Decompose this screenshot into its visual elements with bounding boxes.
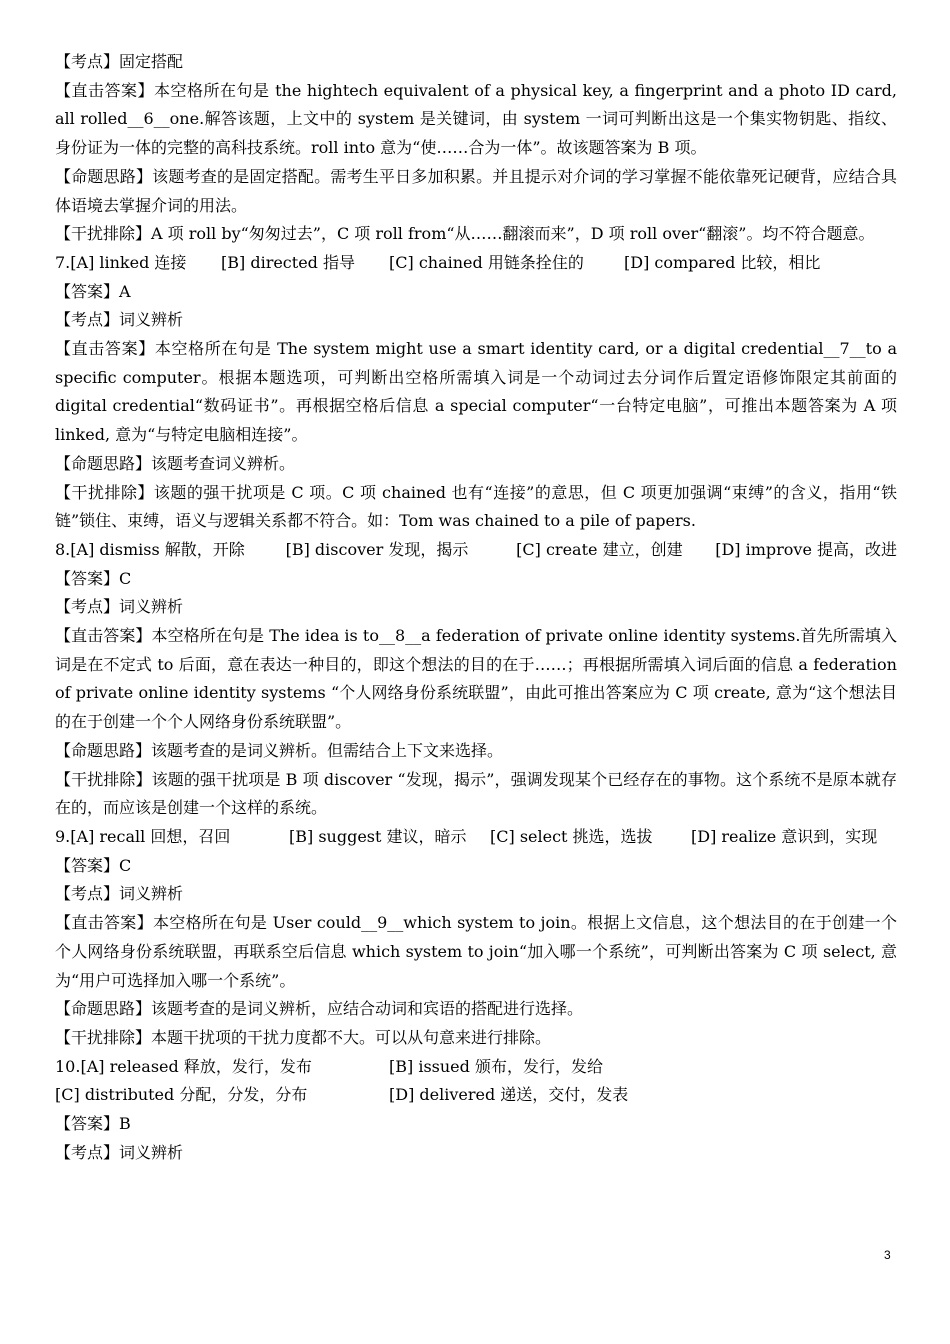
question-design-paragraph: 【命题思路】该题考查的是固定搭配。需考生平日多加积累。并且提示对介词的学习掌握不能依靠死记硬背，应结合具体语境去掌握介词的用法。 [55, 166, 897, 215]
option-c: [C] select 挑选，选拔 [490, 826, 653, 846]
distractor-paragraph: 【干扰排除】该题的强干扰项是 B 项 discover “发现，揭示”，强调发现某个已经存在的事物。这个系统不是原本就存在的，而应该是创建一个这样的系统。 [55, 769, 897, 818]
distractor-paragraph: 【干扰排除】该题的强干扰项是 C 项。C 项 chained 也有“连接”的意思，但 C 项更加强调“束缚”的含义，指用“铁链”锁住、束缚，语义与逻辑关系都不符合。如：Tom was chained to a pile of papers. [55, 482, 897, 531]
answer-label: 【答案】C [55, 855, 132, 875]
option-a: 9.[A] recall 回想，召回 [55, 826, 231, 846]
options-row-q10-second [55, 1081, 897, 1110]
question-design-paragraph: 【命题思路】该题考查词义辨析。 [55, 453, 296, 473]
direct-answer-paragraph: 【直击答案】本空格所在句是 The system might use a smart identity card, or a digital credential__7__to a specific computer。根据本题选项，可判断出空格所需填入词是一个动词过去分词作后置定语修饰限定其前面的 digital credential“数码证书”。再根据空格后信息 a special computer“一台特定电脑”，可推出本题答案为 A 项 linked, 意为“与特定电脑相连接”。 [55, 339, 897, 445]
direct-answer-paragraph: 【直击答案】本空格所在句是 the hightech equivalent of a physical key, a fingerprint and a photo ID card, all rolled__6__one.解答该题，上文中的 system 是关键词，由 system 一词可判断出这是一个集实物钥匙、指纹、身份证为一体的完整的高科技系统。roll into 意为“使……合为一体”。故该题答案为 B 项。 [55, 80, 897, 158]
answer-label: 【答案】A [55, 281, 131, 301]
options-row-q8 [55, 536, 897, 565]
option-b: [B] suggest 建议，暗示 [289, 826, 467, 846]
key-point-label: 【考点】词义辨析 [55, 310, 184, 330]
option-a: 10.[A] released 释放，发行，发布 [55, 1056, 312, 1076]
option-c: [C] chained 用链条拴住的 [389, 252, 584, 272]
option-a: 7.[A] linked 连接 [55, 252, 187, 272]
option-d: [D] improve 提高，改进 [715, 539, 898, 559]
option-d: [D] delivered 递送，交付，发表 [389, 1085, 629, 1105]
key-point-label: 【考点】词义辨析 [55, 597, 184, 617]
option-d: [D] realize 意识到，实现 [691, 826, 878, 846]
question-design-paragraph: 【命题思路】该题考查的是词义辨析，应结合动词和宾语的搭配进行选择。 [55, 999, 584, 1019]
page-number: 3 [884, 1248, 891, 1262]
option-d: [D] compared 比较，相比 [624, 252, 821, 272]
distractor-paragraph: 【干扰排除】A 项 roll by“匆匆过去”，C 项 roll from“从……翻滚而来”，D 项 roll over“翻滚”。均不符合题意。 [55, 224, 875, 244]
option-c: [C] distributed 分配，分发，分布 [55, 1085, 308, 1105]
key-point-label: 【考点】词义辨析 [55, 1142, 184, 1162]
key-point-label: 【考点】固定搭配 [55, 52, 184, 71]
option-b: [B] discover 发现，揭示 [285, 539, 469, 559]
answer-label: 【答案】B [55, 1114, 131, 1134]
question-design-paragraph: 【命题思路】该题考查的是词义辨析。但需结合上下文来选择。 [55, 740, 504, 760]
direct-answer-paragraph: 【直击答案】本空格所在句是 User could__9__which system to join。根据上文信息，这个想法目的在于创建一个个人网络身份系统联盟，再联系空后信息 which system to join“加入哪一个系统”，可判断出答案为 C 项 select, 意为“用户可选择加入哪一个系统”。 [55, 913, 897, 990]
options-row-q10-first [55, 1053, 897, 1082]
document-body [55, 48, 897, 1167]
options-row-q9 [55, 823, 897, 852]
option-b: [B] issued 颁布，发行，发给 [389, 1056, 603, 1076]
option-a: 8.[A] dismiss 解散，开除 [55, 539, 245, 559]
option-c: [C] create 建立，创建 [516, 539, 683, 559]
options-row-q7 [55, 249, 897, 278]
option-b: [B] directed 指导 [221, 252, 355, 272]
direct-answer-paragraph: 【直击答案】本空格所在句是 The idea is to__8__a federation of private online identity systems.首先所需填入词是在不定式 to 后面，意在表达一种目的，即这个想法的目的在于……；再根据所需填入词后面的信息 a federation of private online identity systems “个人网络身份系统联盟”，由此可推出答案应为 C 项 create, 意为“这个想法目的在于创建一个个人网络身份系统联盟”。 [55, 626, 897, 732]
key-point-label: 【考点】词义辨析 [55, 884, 184, 904]
answer-label: 【答案】C [55, 568, 132, 588]
distractor-paragraph: 【干扰排除】本题干扰项的干扰力度都不大。可以从句意来进行排除。 [55, 1027, 552, 1047]
